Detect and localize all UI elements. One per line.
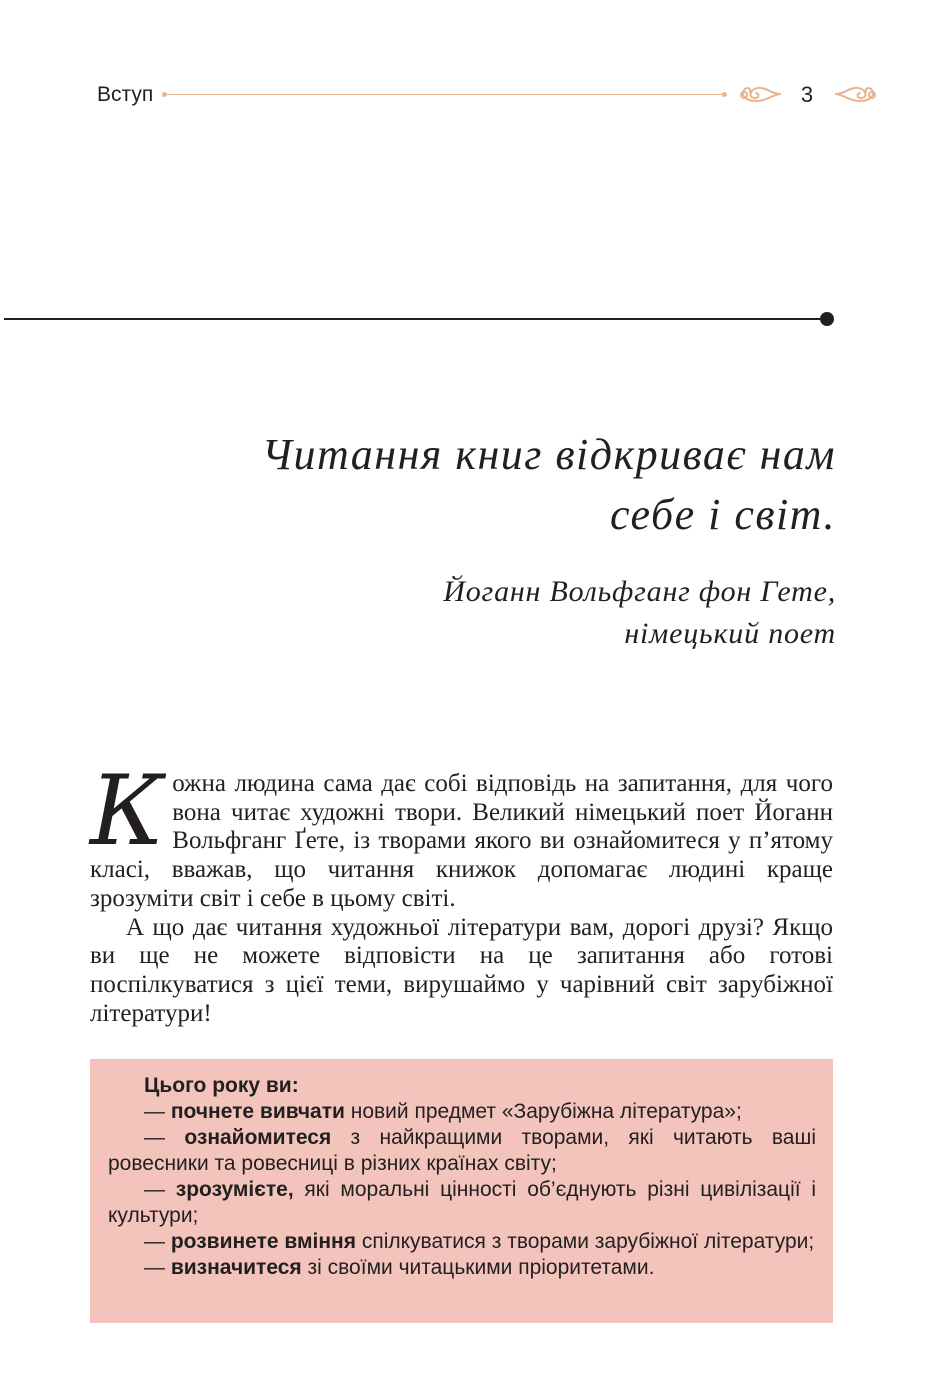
page-number: 3: [800, 82, 814, 107]
goals-title: Цього року ви:: [144, 1074, 299, 1097]
section-divider-line: [4, 318, 826, 320]
drop-cap: К: [90, 755, 165, 867]
goal-dash: —: [144, 1178, 176, 1201]
intro-paragraph: [90, 755, 833, 914]
goal-text: зі своїми читацькими пріоритетами.: [301, 1256, 655, 1279]
intro-paragraph-text: ожна людина сама дає собі відповідь на запитання, для чого вона читає художні твори. Великий німецький поет Йоганн Вольфганг Ґете, із творами якого ви ознайомитеся у п’ятому класі, вважав, що читання книжок допомагає людині краще зрозуміти світ і себе в цьому світі.: [90, 770, 833, 912]
goal-dash: —: [144, 1100, 171, 1123]
page-header: [0, 0, 952, 140]
goal-keyword: зрозумієте,: [175, 1178, 294, 1201]
header-rule-end-dot: [722, 92, 727, 97]
scroll-ornament-icon: [736, 83, 782, 105]
intro-text: [90, 755, 833, 1028]
header-dotted-rule: [163, 94, 727, 95]
scroll-ornament-icon: [834, 83, 880, 105]
goal-item: [108, 1255, 816, 1281]
section-title: Вступ: [97, 83, 154, 106]
epigraph-author-name: Йоганн Вольфганг фон Гете,: [443, 575, 836, 608]
goal-item: [108, 1125, 816, 1177]
goal-dash: —: [144, 1256, 171, 1279]
goal-item: [108, 1099, 816, 1125]
goal-item: [108, 1229, 816, 1255]
epigraph-quote: [160, 425, 836, 545]
goal-dash: —: [144, 1126, 185, 1149]
epigraph: [160, 425, 836, 655]
epigraph-author-role: німецький поет: [624, 617, 836, 650]
epigraph-quote-line: Читання книг відкриває нам: [261, 430, 836, 479]
goal-keyword: визначитеся: [170, 1256, 302, 1279]
goal-keyword: розвинете вміння: [170, 1230, 356, 1253]
goal-text: спілкуватися з творами зарубіжної літератури;: [356, 1230, 815, 1253]
goal-text: які моральні цінності об’єднують різні цивілізації і культури;: [108, 1178, 816, 1227]
goal-keyword: почнете вивчати: [170, 1100, 345, 1123]
goal-keyword: ознайомитеся: [184, 1126, 332, 1149]
epigraph-author: [160, 571, 836, 655]
epigraph-quote-line: себе і світ.: [610, 490, 836, 539]
goal-text: новий предмет «Зарубіжна література»;: [344, 1100, 742, 1123]
goals-box: [90, 1059, 833, 1323]
goals-list: [108, 1099, 816, 1281]
goal-text: з найкращими творами, які читають ваші ровесники та ровесниці в різних країнах світу;: [108, 1126, 816, 1175]
intro-paragraph: А що дає читання художньої літератури вам, дорогі друзі? Якщо ви ще не можете відповісти на це запитання або готові поспілкуватися з цієї теми, вирушаймо у чарівний світ зарубіжної літератури!: [90, 913, 833, 1027]
goal-dash: —: [144, 1230, 171, 1253]
section-divider-dot: [820, 312, 834, 326]
goal-item: [108, 1177, 816, 1229]
